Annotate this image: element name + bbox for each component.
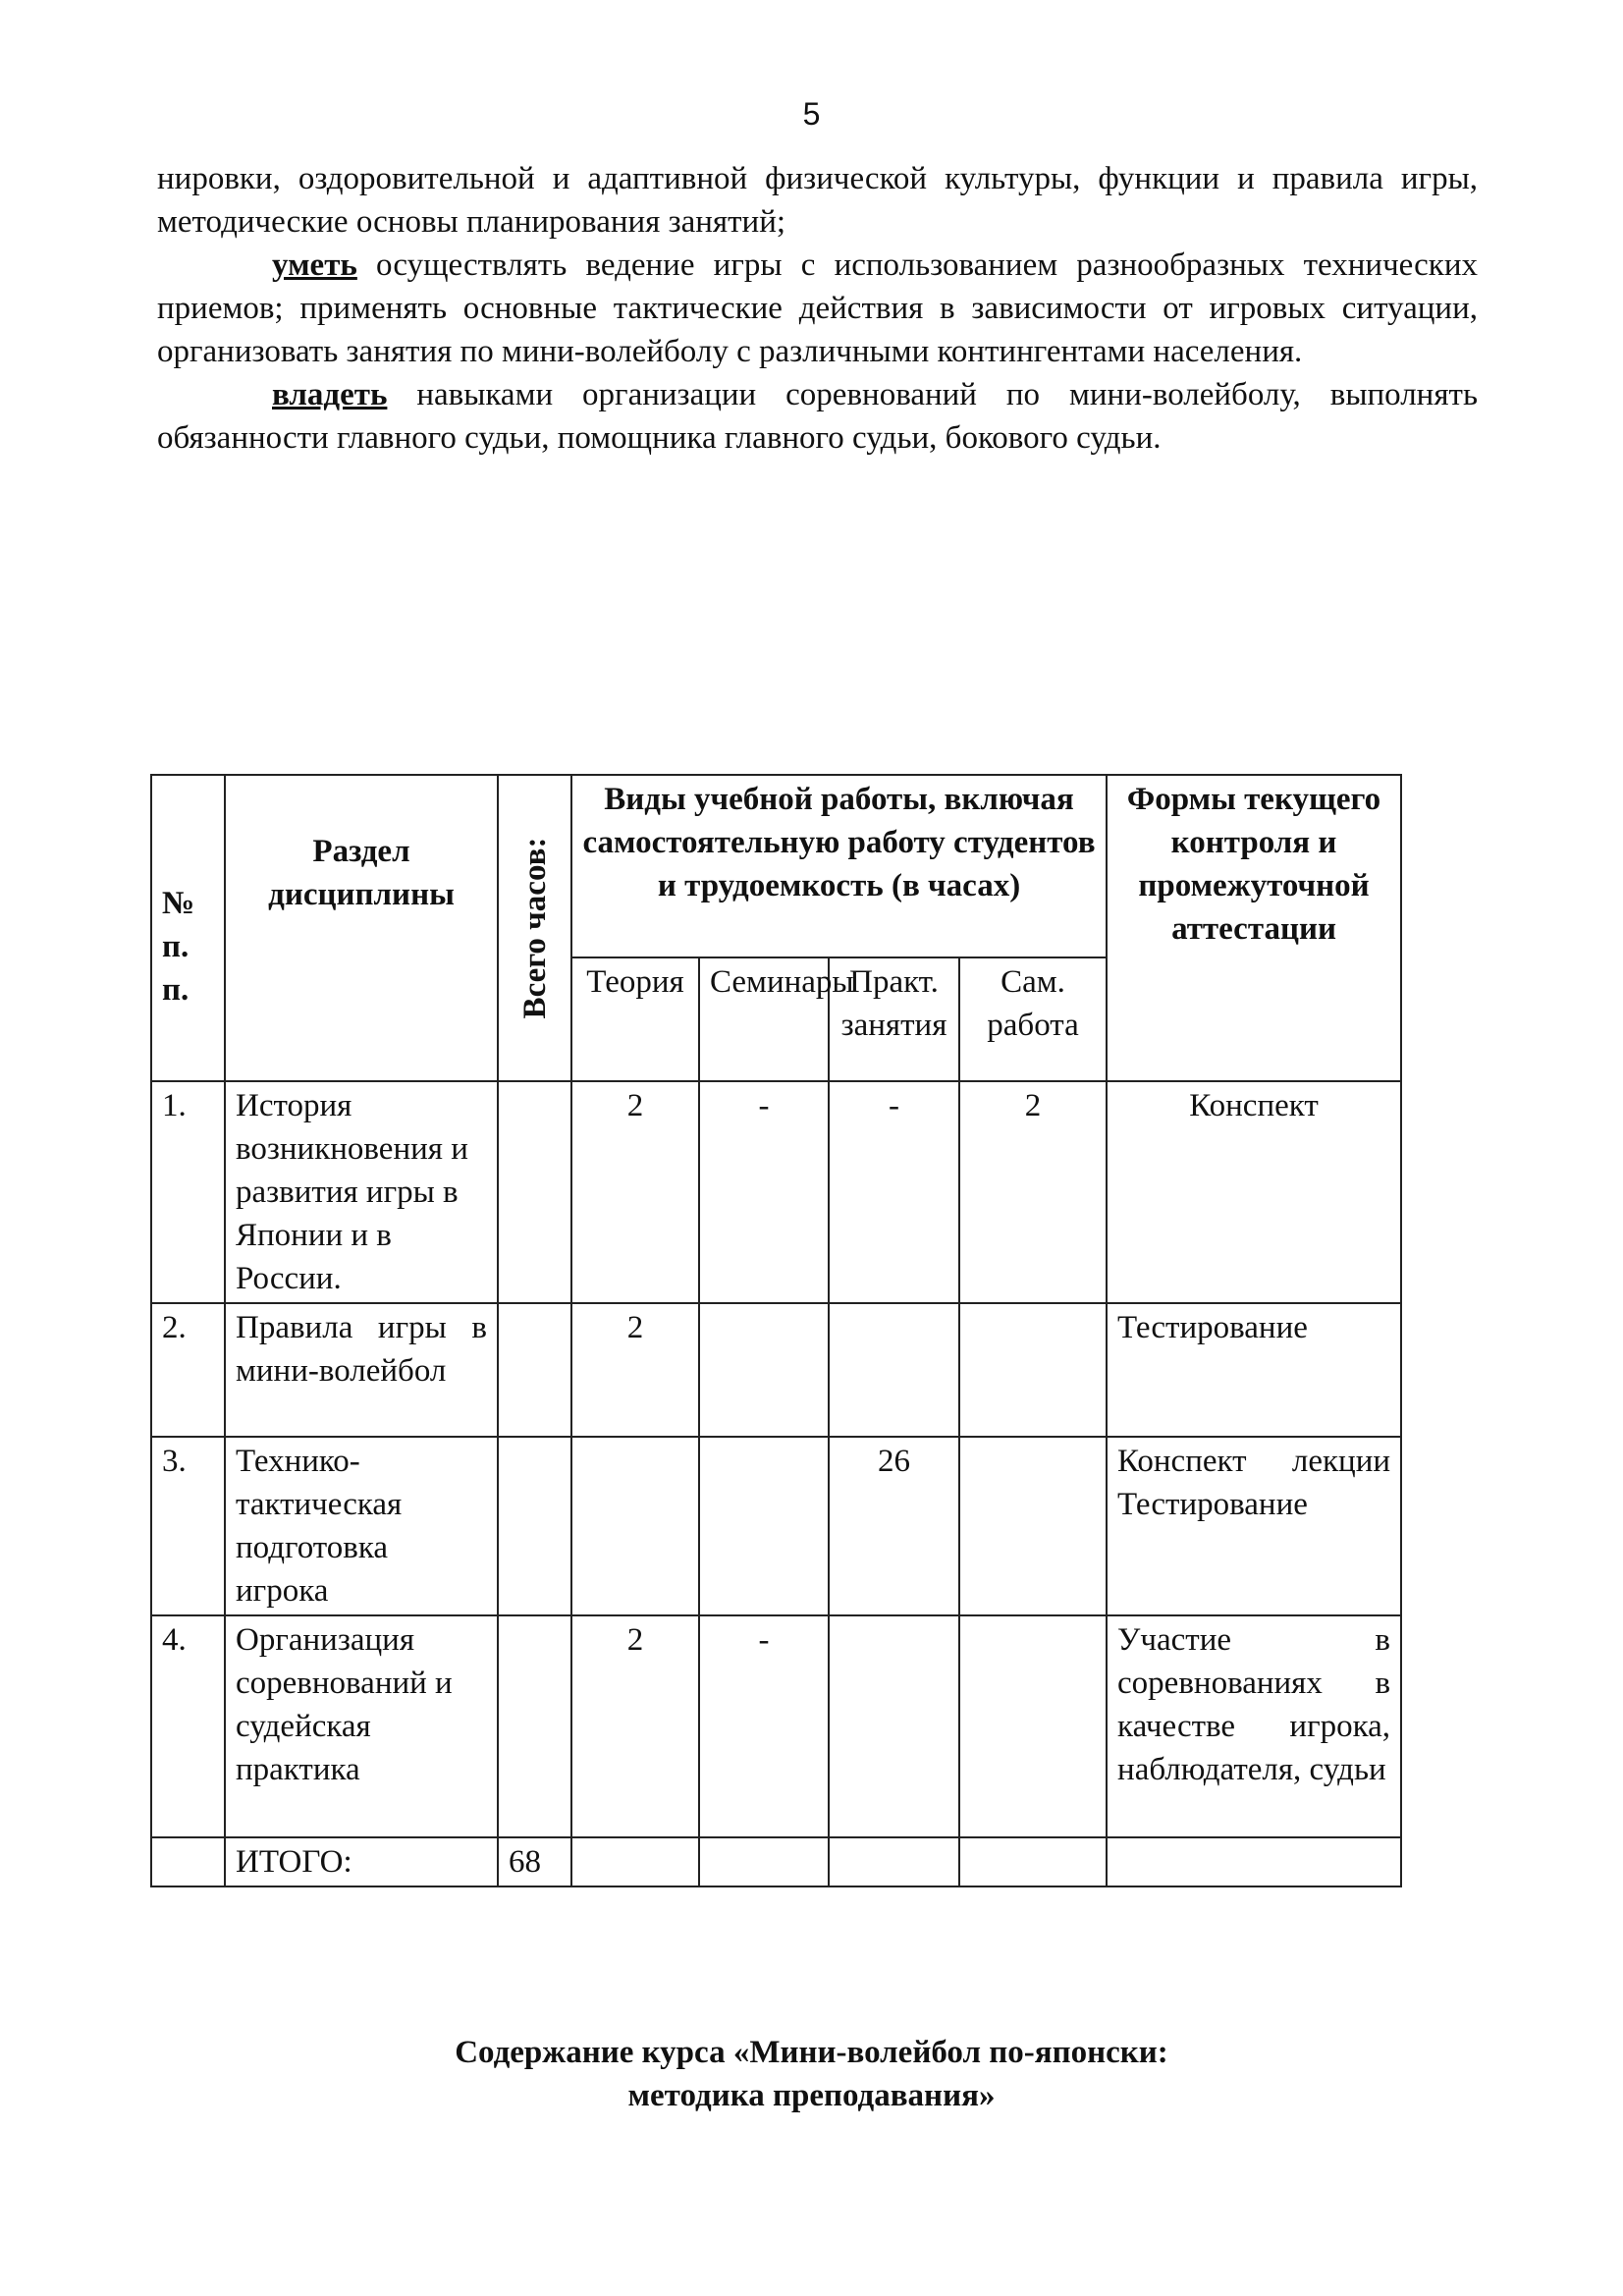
header-num: № п. п. [151, 775, 225, 1081]
row-self [959, 1303, 1107, 1437]
row-self [959, 1437, 1107, 1615]
header-work-types: Виды учебной работы, включая самостоятельную работу студентов и трудоемкость (в часах) [571, 775, 1107, 957]
row-total [498, 1303, 571, 1437]
table-row [151, 1437, 1401, 1615]
row-total [498, 1437, 571, 1615]
course-content-heading [0, 2031, 1623, 2117]
header-section: Раздел дисциплины [225, 775, 498, 1081]
row-theory: 2 [571, 1081, 699, 1303]
total-row-empty [829, 1837, 959, 1886]
table-row [151, 1303, 1401, 1437]
total-row-empty [1107, 1837, 1401, 1886]
table-row [151, 1615, 1401, 1837]
row-num: 1. [151, 1081, 225, 1303]
keyword-umet: уметь [272, 247, 357, 283]
row-practice: 26 [829, 1437, 959, 1615]
row-seminars: - [699, 1615, 829, 1837]
row-practice [829, 1615, 959, 1837]
row-practice [829, 1303, 959, 1437]
curriculum-table [150, 774, 1402, 1887]
row-self [959, 1615, 1107, 1837]
row-num: 3. [151, 1437, 225, 1615]
intro-text [157, 157, 1478, 460]
row-theory: 2 [571, 1303, 699, 1437]
row-practice: - [829, 1081, 959, 1303]
table-header-row [151, 775, 1401, 957]
total-row-hours: 68 [498, 1837, 571, 1886]
total-row-empty [571, 1837, 699, 1886]
keyword-vladet: владеть [272, 377, 388, 412]
header-practice: Практ. занятия [829, 957, 959, 1081]
intro-paragraph-skills [157, 244, 1478, 373]
header-seminars: Семинары [699, 957, 829, 1081]
row-total [498, 1081, 571, 1303]
intro-paragraph-mastery [157, 373, 1478, 460]
row-seminars: - [699, 1081, 829, 1303]
row-control: Конспект [1107, 1081, 1401, 1303]
row-seminars [699, 1437, 829, 1615]
total-row-empty [959, 1837, 1107, 1886]
row-section: Технико-тактическая подготовка игрока [225, 1437, 498, 1615]
header-theory: Теория [571, 957, 699, 1081]
header-total-hours [498, 775, 571, 1081]
total-row-empty [699, 1837, 829, 1886]
row-num: 4. [151, 1615, 225, 1837]
skills-text: осуществлять ведение игры с использованием разнообразных технических приемов; применять основные тактические действия в зависимости от игровых ситуации, организовать занятия по мини-волейболу с различными контингентами населения. [157, 247, 1478, 369]
header-total-hours-text: Всего часов: [516, 837, 553, 1019]
row-control: Конспект лекции Тестирование [1107, 1437, 1401, 1615]
header-control-forms: Формы текущего контроля и промежуточной аттестации [1107, 775, 1401, 1081]
page-number: 5 [802, 96, 821, 132]
row-seminars [699, 1303, 829, 1437]
total-row-num [151, 1837, 225, 1886]
table-row [151, 1081, 1401, 1303]
header-self-work: Сам. работа [959, 957, 1107, 1081]
table-total-row [151, 1837, 1401, 1886]
row-control: Тестирование [1107, 1303, 1401, 1437]
row-section: Организация соревнований и судейская практика [225, 1615, 498, 1837]
row-theory: 2 [571, 1615, 699, 1837]
row-section: История возникновения и развития игры в Японии и в России. [225, 1081, 498, 1303]
row-total [498, 1615, 571, 1837]
row-section: Правила игры в мини-волейбол [225, 1303, 498, 1437]
course-title-line-2: методика преподавания» [627, 2078, 996, 2113]
row-theory [571, 1437, 699, 1615]
course-title-line-1: Содержание курса «Мини-волейбол по-японски: [455, 2035, 1168, 2070]
row-num: 2. [151, 1303, 225, 1437]
row-self: 2 [959, 1081, 1107, 1303]
mastery-text: навыками организации соревнований по мини-волейболу, выполнять обязанности главного судьи, помощника главного судьи, бокового судьи. [157, 377, 1478, 456]
row-control: Участие в соревнованиях в качестве игрока, наблюдателя, судьи [1107, 1615, 1401, 1837]
intro-paragraph-1: нировки, оздоровительной и адаптивной физической культуры, функции и правила игры, методические основы планирования занятий; [157, 161, 1478, 240]
total-row-label: ИТОГО: [225, 1837, 498, 1886]
